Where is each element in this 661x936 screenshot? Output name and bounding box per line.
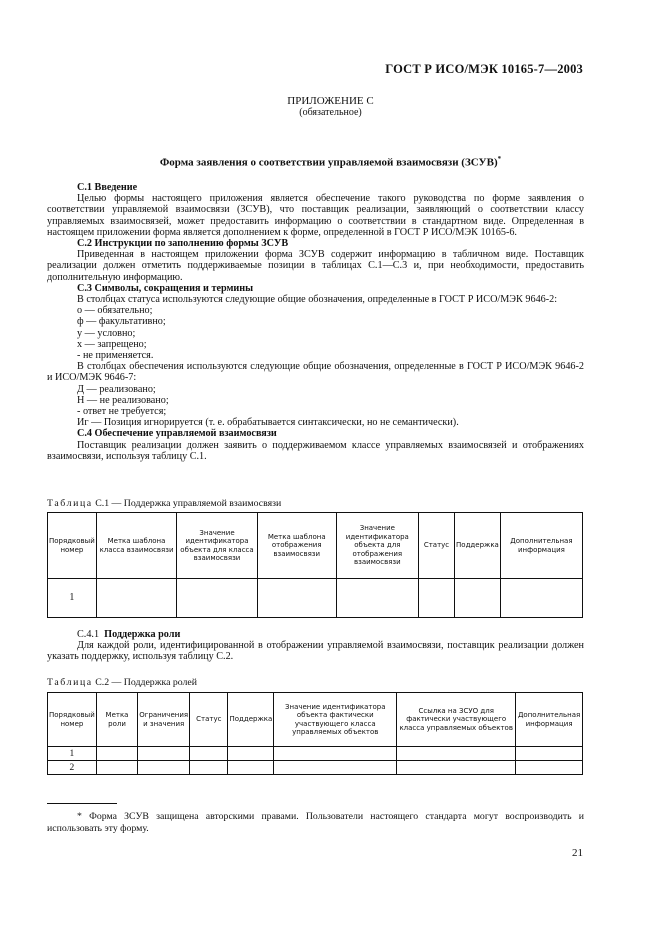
list-item: у — условно; [77, 327, 136, 339]
section-heading: С.1 Введение [77, 182, 138, 193]
table-c2 [47, 692, 583, 775]
paragraph: Целью формы настоящего приложения является обеспечение такого руководства по форме заявления о соответствии управляемой взаимосвязи (ЗСУВ), что поставщик реализации, заявляющий о соответствии классу управляемых взаимосвязей, может предоставить информацию о соответствии в стандартном виде. Определенная в настоящем приложении форма является дополнением к форме, определенной в ГОСТ Р ИСО/МЭК 10165-6. [47, 193, 584, 238]
table-header-row [48, 693, 583, 747]
table-cell [516, 761, 583, 775]
column-header: Метка шаблона отображения взаимосвязи [257, 513, 336, 579]
table-cell [257, 579, 336, 618]
paragraph: Приведенная в настоящем приложении форма ЗСУВ содержит информацию в табличном виде. Поставщик реализации должен отметить поддерживаемые позиции в таблицах С.1—С.3 и, при необходимости, предоставить дополнительную информацию. [47, 249, 584, 283]
column-header: Статус [418, 513, 454, 579]
section-heading: С.4 Обеспечение управляемой взаимосвязи [77, 428, 277, 440]
table-row [48, 747, 583, 761]
footnote-text: * Форма ЗСУВ защищена авторскими правами. Пользователи настоящего стандарта могут воспроизводить и использовать эту форму. [47, 811, 584, 834]
footnote [47, 811, 584, 834]
page-number: 21 [572, 847, 583, 859]
table-cell [138, 761, 190, 775]
column-header: Ограничения и значения [138, 693, 190, 747]
table-cell [138, 747, 190, 761]
subsection-heading [47, 629, 584, 640]
table-cell [274, 747, 397, 761]
table-cell [397, 747, 516, 761]
footnote-mark: * [497, 155, 502, 163]
table-cell [228, 761, 274, 775]
form-title [0, 155, 661, 169]
table-row [48, 579, 583, 618]
subsection-number: С.4.1 [77, 629, 100, 640]
list-item: х — запрещено; [77, 338, 147, 350]
list-item: Иг — Позиция игнорируется (т. е. обрабатывается синтаксически, но не семантически). [77, 417, 459, 429]
subsection-title: Поддержка роли [104, 629, 181, 640]
column-header: Статус [190, 693, 228, 747]
table-cell: 1 [48, 579, 97, 618]
list-item: о — обязательно; [77, 305, 153, 317]
table-cell [418, 579, 454, 618]
caption-text: С.2 — Поддержка ролей [92, 677, 198, 688]
column-header: Значение идентификатора объекта для отображения взаимосвязи [336, 513, 418, 579]
caption-prefix: Таблица [47, 677, 93, 688]
list-item: - ответ не требуется; [77, 406, 167, 418]
annex-status: (обязательное) [299, 107, 362, 118]
paragraph: В столбцах обеспечения используются следующие общие обозначения, определенные в ГОСТ Р ИСО/МЭК 9646-2 и ИСО/МЭК 9646-7: [47, 361, 584, 384]
column-header: Поддержка [455, 513, 501, 579]
table-cell [96, 747, 138, 761]
table-cell [455, 579, 501, 618]
list-item: - не применяется. [77, 350, 154, 362]
list-item: Д — реализовано; [77, 383, 156, 395]
paragraph: Поставщик реализации должен заявить о поддерживаемом классе управляемых взаимосвязей и отображениях взаимосвязи, используя таблицу С.1. [47, 439, 584, 462]
table-cell [177, 579, 257, 618]
column-header: Метка роли [96, 693, 138, 747]
table-cell [190, 747, 228, 761]
paragraph: В столбцах статуса используются следующие общие обозначения, определенные в ГОСТ Р ИСО/МЭК 9646-2: [77, 294, 558, 306]
column-header: Дополнительная информация [516, 693, 583, 747]
column-header: Дополнительная информация [500, 513, 582, 579]
table-header-row [48, 513, 583, 579]
column-header: Порядковый номер [48, 513, 97, 579]
table1-caption [47, 498, 281, 509]
form-title-text: Форма заявления о соответствии управляемой взаимосвязи (ЗСУВ) [159, 156, 498, 169]
column-header: Значение идентификатора объекта фактически участвующего класса управляемых объектов [274, 693, 397, 747]
column-header: Порядковый номер [48, 693, 97, 747]
table-cell: 1 [48, 747, 97, 761]
section-heading: С.3 Символы, сокращения и термины [77, 282, 254, 294]
caption-prefix: Таблица [47, 498, 93, 509]
table-cell [397, 761, 516, 775]
table-cell [336, 579, 418, 618]
table-c1 [47, 512, 583, 618]
section-c1 [47, 182, 584, 462]
table2-caption [47, 677, 197, 688]
table-cell: 2 [48, 761, 97, 775]
column-header: Значение идентификатора объекта для класса взаимосвязи [177, 513, 257, 579]
annex-title: ПРИЛОЖЕНИЕ С [287, 95, 374, 107]
section-heading: С.2 Инструкции по заполнению формы ЗСУВ [77, 238, 289, 250]
table-cell [190, 761, 228, 775]
caption-text: С.1 — Поддержка управляемой взаимосвязи [92, 498, 282, 509]
table-cell [228, 747, 274, 761]
document-header: ГОСТ Р ИСО/МЭК 10165-7—2003 [385, 62, 583, 76]
table-cell [96, 761, 138, 775]
column-header: Метка шаблона класса взаимосвязи [96, 513, 177, 579]
column-header: Ссылка на ЗСУО для фактически участвующего класса управляемых объектов [397, 693, 516, 747]
table-cell [96, 579, 177, 618]
paragraph: Для каждой роли, идентифицированной в отображении управляемой взаимосвязи, поставщик реализации должен указать поддержку, используя таблицу С.2. [47, 640, 584, 663]
column-header: Поддержка [228, 693, 274, 747]
footnote-divider [47, 803, 117, 804]
list-item: ф — факультативно; [77, 316, 166, 328]
table-cell [516, 747, 583, 761]
table-row [48, 761, 583, 775]
section-c41 [47, 629, 584, 663]
table-cell [274, 761, 397, 775]
table-cell [500, 579, 582, 618]
list-item: Н — не реализовано; [77, 394, 169, 406]
